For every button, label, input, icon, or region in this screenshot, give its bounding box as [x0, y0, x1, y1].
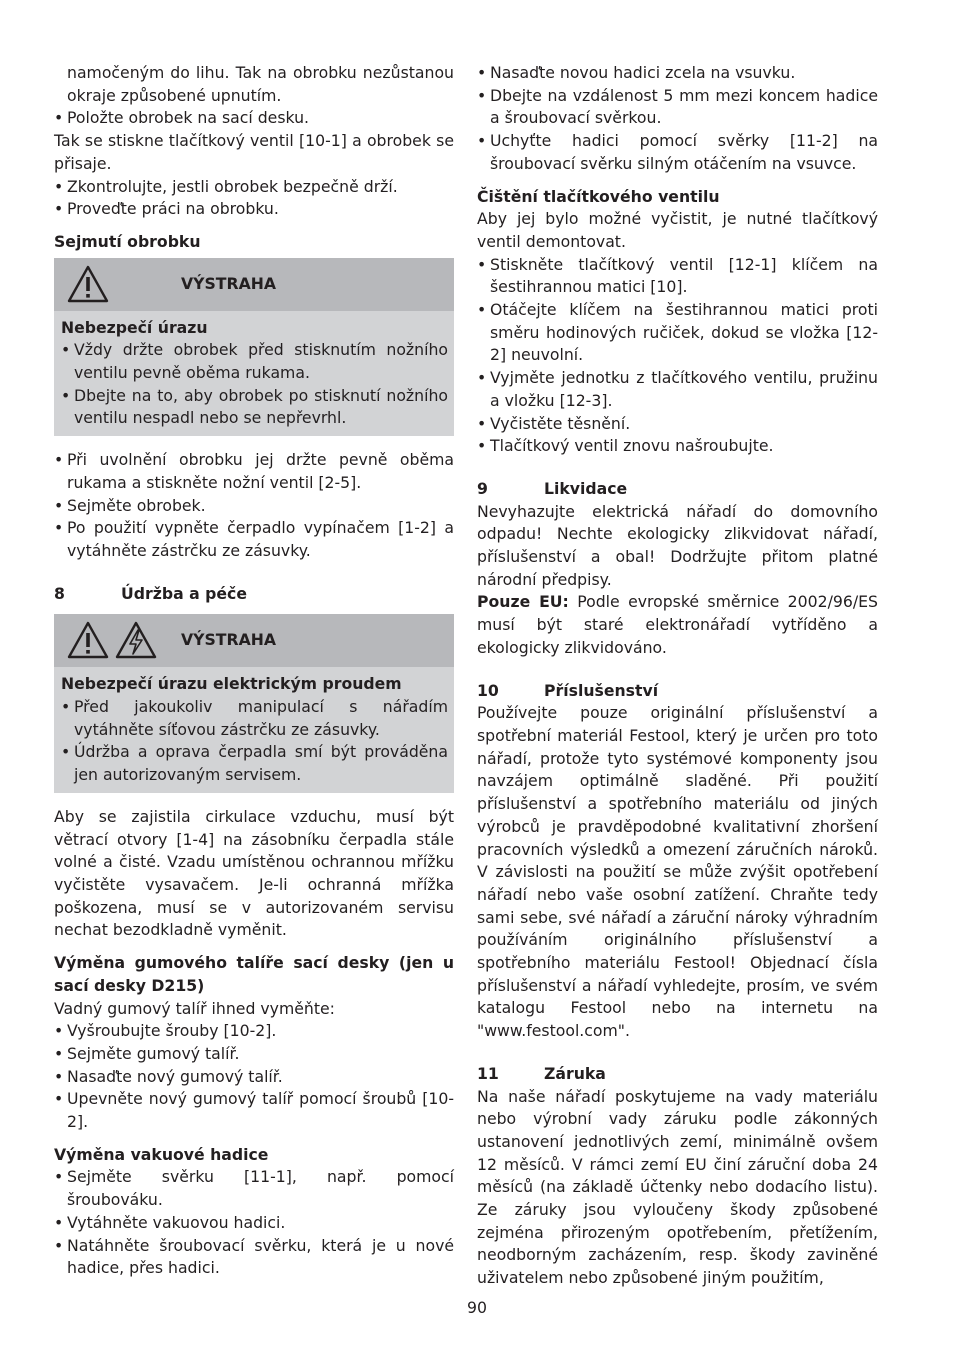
list-item: • Otáčejte klíčem na šestihrannou matici proti směru hodinových ručiček, dokud se vložka [12-2] neuvolní.	[477, 299, 878, 367]
removal-list	[54, 449, 454, 563]
list-item: • Nasaďte nový gumový talíř.	[54, 1066, 454, 1089]
disposal-paragraph: Nevyhazujte elektrická nářadí do domovního odpadu! Nechte ekologicky zlikvidovat nářadí, příslušenství a obal! Dodržujte přitom platné národní předpisy.	[477, 501, 878, 589]
hose-list	[54, 1166, 454, 1280]
warning-subtitle: Nebezpečí úrazu	[61, 317, 208, 337]
list-item: • Sejměte obrobek.	[54, 495, 454, 518]
left-column	[54, 62, 454, 1280]
warranty-paragraph: Na naše nářadí poskytujeme na vady materiálu nebo výrobní vady záruku podle zákonných ustanovení jednotlivých zemí, minimálně ovšem 12 měsíců. V rámci zemí EU činí záruční doba 24 měsíců (na základě účtenky nebo dodacího listu). Ze záruky jsou vyloučeny škody způsobené zejména přirozeným opotřebením, přetížením, neodborným zacházením, resp. škody zaviněné uživatelem nebo způsobené jiným použitím,	[477, 1086, 878, 1288]
list-item: • Stiskněte tlačítkový ventil [12-1] klíčem na šestihrannou matici [10].	[477, 254, 878, 299]
list-item: • Sejměte svěrku [11-1], např. pomocí šroubováku.	[54, 1166, 454, 1211]
warning-box-electric	[54, 614, 454, 793]
list-item: • Dbejte na to, aby obrobek po stisknutí nožního ventilu nespadl nebo se nepřevrhl.	[61, 385, 448, 430]
warning-box-injury	[54, 258, 454, 437]
intro-bullet-list-2	[54, 176, 454, 221]
valve-heading: Čištění tlačítkového ventilu	[477, 186, 720, 206]
list-item: • Vyčistěte těsnění.	[477, 413, 878, 436]
warning-subtitle: Nebezpečí úrazu elektrickým proudem	[61, 674, 402, 694]
warning-list	[61, 696, 448, 787]
section-heading-10: 10 Příslušenství	[477, 680, 659, 700]
list-item: • Upevněte nový gumový talíř pomocí šroubů [10-2].	[54, 1088, 454, 1133]
list-item: • Vždy držte obrobek před stisknutím nožního ventilu pevně oběma rukama.	[61, 339, 448, 384]
warning-body	[54, 667, 454, 793]
list-item: • Proveďte práci na obrobku.	[54, 198, 454, 221]
list-item: • Vyjměte jednotku z tlačítkového ventilu, pružinu a vložku [12-3].	[477, 367, 878, 412]
warning-header	[54, 258, 454, 311]
rubber-plate-list	[54, 1020, 454, 1134]
hose-heading: Výměna vakuové hadice	[54, 1144, 269, 1164]
list-item: • Sejměte gumový talíř.	[54, 1043, 454, 1066]
intro-continuation: namočeným do lihu. Tak na obrobku nezůstanou okraje způsobené upnutím.	[67, 63, 454, 105]
list-item: • Uchyťte hadici pomocí svěrky [11-2] na šroubovací svěrku silným otáčením na vsuvce.	[477, 130, 878, 175]
disposal-eu-paragraph: Pouze EU: Podle evropské směrnice 2002/96/ES musí být staré elektronářadí vytříděno a ekologicky zlikvidováno.	[477, 592, 878, 657]
maintenance-paragraph: Aby se zajistila cirkulace vzduchu, musí být větrací otvory [1-4] na zásobníku čerpadla stále volné a čisté. Vzadu umístěnou ochrannou mřížku vyčistěte vysavačem. Je-li ochranná mřížka poškozena, musí se v autorizovaném servisu nechat bezodkladně vyměnit.	[54, 806, 454, 940]
rubber-plate-intro: Vadný gumový talíř ihned vyměňte:	[54, 998, 335, 1018]
warning-list	[61, 339, 448, 430]
page-number: 90	[467, 1298, 487, 1317]
valve-list	[477, 254, 878, 458]
warning-body	[54, 311, 454, 437]
list-item: • Nasaďte novou hadici zcela na vsuvku.	[477, 62, 878, 85]
rubber-plate-heading: Výměna gumového talíře sací desky (jen u sací desky D215)	[54, 953, 454, 995]
warning-header	[54, 614, 454, 667]
list-item: • Dbejte na vzdálenost 5 mm mezi koncem hadice a šroubovací svěrkou.	[477, 85, 878, 130]
list-item: • Před jakoukoliv manipulací s nářadím vytáhněte síťovou zástrčku ze zásuvky.	[61, 696, 448, 741]
removal-heading: Sejmutí obrobku	[54, 231, 201, 251]
section-heading-9: 9 Likvidace	[477, 478, 628, 498]
warning-triangle-icon	[67, 621, 109, 659]
list-item: • Natáhněte šroubovací svěrku, která je u nové hadice, přes hadici.	[54, 1235, 454, 1280]
list-item: • Tlačítkový ventil znovu našroubujte.	[477, 435, 878, 458]
warning-title: VÝSTRAHA	[181, 273, 276, 293]
accessories-paragraph: Používejte pouze originální příslušenství a spotřební materiál Festool, který je určen pro toto nářadí, protože tyto systémové komponenty jsou navzájem optimálně sladěné. Při použití příslušenství a spotřebního materiálu od jiných výrobců je pravděpodobné kvalitativní zhoršení pracovních výsledků a omezení záručních nároků. V závislosti na použití se může zvýšit opotřebení nářadí nebo vaše osobní zatížení. Chraňte tedy sami sebe, své nářadí a záruční nároky výhradním používáním originálního příslušenství a spotřebního materiálu Festool! Objednací čísla příslušenství a nářadí vyhledejte, prosím, ve svém katalogu Festool nebo na internetu na "www.festool.com".	[477, 703, 878, 1041]
list-item: • Při uvolnění obrobku jej držte pevně oběma rukama a stiskněte nožní ventil [2-5].	[54, 449, 454, 494]
section-heading-11: 11 Záruka	[477, 1063, 606, 1083]
warning-triangle-icon	[67, 265, 109, 303]
right-column	[477, 62, 878, 1290]
list-item: • Údržba a oprava čerpadla smí být prováděna jen autorizovaným servisem.	[61, 741, 448, 786]
list-item: • Po použití vypněte čerpadlo vypínačem [1-2] a vytáhněte zástrčku ze zásuvky.	[54, 517, 454, 562]
list-item: • Zkontrolujte, jestli obrobek bezpečně drží.	[54, 176, 454, 199]
section-heading-8: 8 Údržba a péče	[54, 583, 247, 603]
electric-shock-icon	[115, 621, 157, 659]
list-item: • Položte obrobek na sací desku.	[54, 107, 454, 130]
intro-bullet-list	[54, 107, 454, 130]
intro-paragraph: Tak se stiskne tlačítkový ventil [10-1] a obrobek se přisaje.	[54, 131, 454, 173]
valve-intro: Aby jej bylo možné vyčistit, je nutné tlačítkový ventil demontovat.	[477, 209, 878, 251]
hose-list-continued	[477, 62, 878, 176]
warning-title: VÝSTRAHA	[181, 630, 276, 650]
list-item: • Vytáhněte vakuovou hadici.	[54, 1212, 454, 1235]
list-item: • Vyšroubujte šrouby [10-2].	[54, 1020, 454, 1043]
